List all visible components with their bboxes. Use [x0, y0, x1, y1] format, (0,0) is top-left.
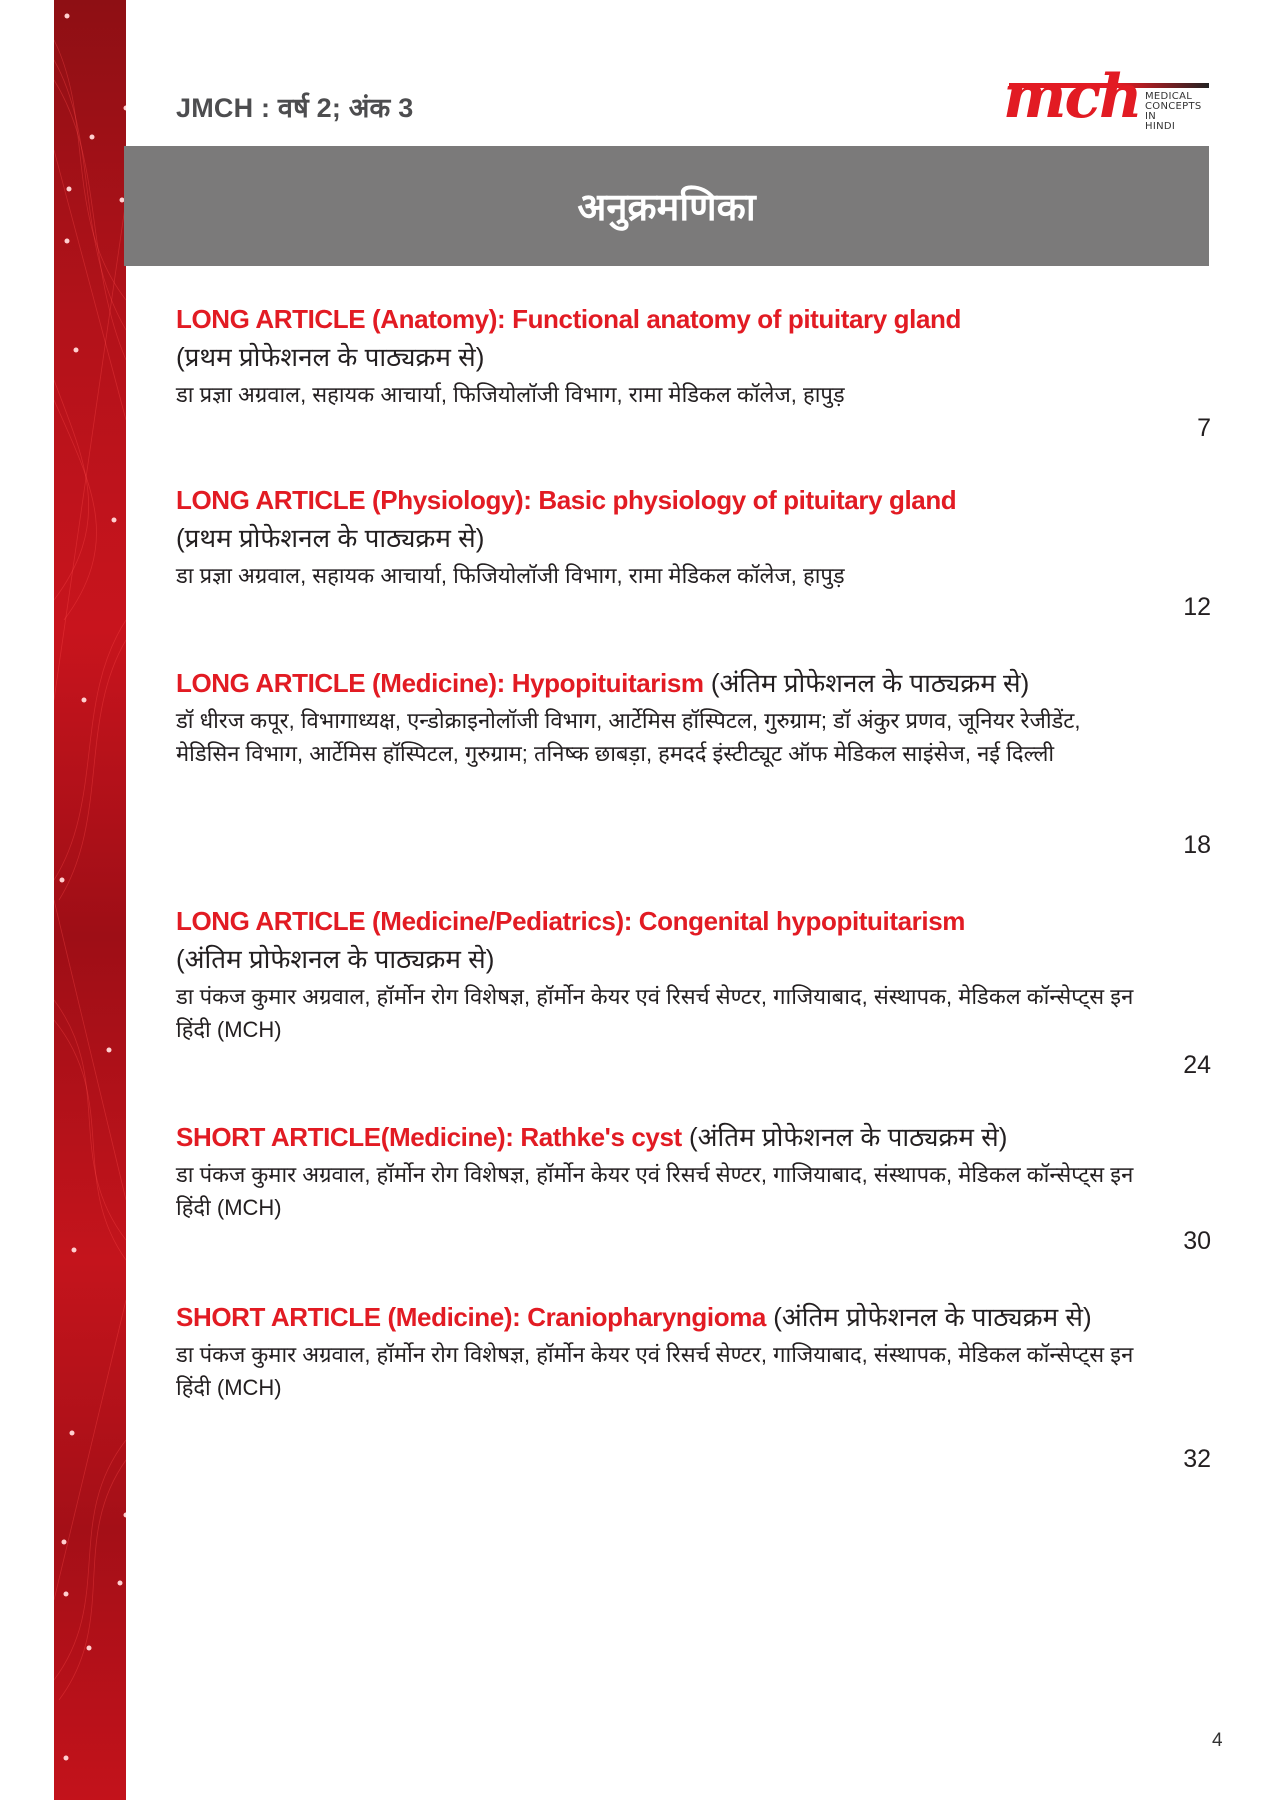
- entry-page-number: 7: [1197, 414, 1211, 442]
- entry-title: [176, 664, 1146, 702]
- entry-title: [176, 902, 1146, 978]
- toc-entry[interactable]: [176, 300, 1211, 445]
- entry-authors: डा पंकज कुमार अग्रवाल, हॉर्मोन रोग विशेषज्ञ, हॉर्मोन केयर एवं रिसर्च सेण्टर, गाजियाबाद, संस्थापक, मेडिकल कॉन्सेप्ट्स इन हिंदी (MCH): [176, 1162, 1134, 1220]
- entry-authors: डा प्रज्ञा अग्रवाल, सहायक आचार्या, फिजियोलॉजी विभाग, रामा मेडिकल कॉलेज, हापुड़: [176, 563, 845, 588]
- entry-title-english: LONG ARTICLE (Medicine): Hypopituitarism: [176, 668, 704, 698]
- journal-issue-label: JMCH : वर्ष 2; अंक 3: [176, 93, 414, 123]
- logo-mark: mch: [1003, 62, 1141, 132]
- page-title: अनुक्रमणिका: [577, 187, 756, 229]
- entry-title-hindi: (अंतिम प्रोफेशनल के पाठ्यक्रम से): [710, 668, 1030, 698]
- entry-title: [176, 300, 1146, 376]
- entry-authors: डा पंकज कुमार अग्रवाल, हॉर्मोन रोग विशेषज्ञ, हॉर्मोन केयर एवं रिसर्च सेण्टर, गाजियाबाद, संस्थापक, मेडिकल कॉन्सेप्ट्स इन हिंदी (MCH): [176, 1342, 1134, 1400]
- decorative-side-band: [54, 0, 126, 1800]
- entry-title-english: SHORT ARTICLE(Medicine): Rathke's cyst: [176, 1122, 682, 1152]
- entry-title-hindi: (अंतिम प्रोफेशनल के पाठ्यक्रम से): [773, 1302, 1092, 1332]
- entry-title-hindi: (अंतिम प्रोफेशनल के पाठ्यक्रम से): [176, 944, 495, 974]
- entry-title-hindi: (प्रथम प्रोफेशनल के पाठ्यक्रम से): [176, 342, 485, 372]
- title-banner: [124, 146, 1209, 266]
- entry-page-number: 30: [1183, 1227, 1211, 1255]
- entry-page-number: 24: [1183, 1051, 1211, 1079]
- entry-title-hindi: (अंतिम प्रोफेशनल के पाठ्यक्रम से): [689, 1122, 1008, 1152]
- entry-page-number: 12: [1183, 593, 1211, 621]
- entry-title: [176, 1118, 1146, 1156]
- entry-title-english: LONG ARTICLE (Physiology): Basic physiology of pituitary gland: [176, 485, 957, 515]
- table-of-contents: [176, 300, 1211, 1476]
- entry-authors: डा प्रज्ञा अग्रवाल, सहायक आचार्या, फिजियोलॉजी विभाग, रामा मेडिकल कॉलेज, हापुड़: [176, 382, 845, 407]
- entry-title: [176, 1298, 1146, 1336]
- page-number: 4: [1212, 1730, 1223, 1751]
- entry-page-number: 32: [1183, 1445, 1211, 1473]
- logo-text-line2: CONCEPTS IN: [1145, 101, 1202, 122]
- network-pattern-icon: [54, 0, 126, 1800]
- entry-authors: डॉ धीरज कपूर, विभागाध्यक्ष, एन्डोक्राइनोलॉजी विभाग, आर्टेमिस हॉस्पिटल, गुरुग्राम; डॉ अंकुर प्रणव, जूनियर रेजीडेंट, मेडिसिन विभाग, आर्टेमिस हॉस्पिटल, गुरुग्राम; तनिष्क छाबड़ा, हमदर्द इंस्टीट्यूट ऑफ मेडिकल साइंसेज, नई दिल्ली: [176, 708, 1081, 766]
- entry-title-english: SHORT ARTICLE (Medicine): Craniopharyngioma: [176, 1302, 766, 1332]
- entry-title: [176, 481, 1146, 557]
- toc-entry[interactable]: [176, 481, 1211, 624]
- entry-title-english: LONG ARTICLE (Anatomy): Functional anatomy of pituitary gland: [176, 304, 961, 334]
- logo-text: [1145, 92, 1213, 132]
- entry-authors: डा पंकज कुमार अग्रवाल, हॉर्मोन रोग विशेषज्ञ, हॉर्मोन केयर एवं रिसर्च सेण्टर, गाजियाबाद, संस्थापक, मेडिकल कॉन्सेप्ट्स इन हिंदी (MCH): [176, 984, 1134, 1042]
- toc-entry[interactable]: [176, 1298, 1211, 1476]
- toc-entry[interactable]: [176, 664, 1211, 862]
- entry-title-hindi: (प्रथम प्रोफेशनल के पाठ्यक्रम से): [176, 523, 485, 553]
- logo-text-line3: HINDI: [1145, 121, 1176, 132]
- toc-entry[interactable]: [176, 902, 1211, 1082]
- entry-title-english: LONG ARTICLE (Medicine/Pediatrics): Congenital hypopituitarism: [176, 906, 965, 936]
- mch-logo: [1003, 52, 1213, 132]
- logo-text-line1: MEDICAL: [1145, 91, 1193, 102]
- toc-entry[interactable]: [176, 1118, 1211, 1258]
- entry-page-number: 18: [1183, 831, 1211, 859]
